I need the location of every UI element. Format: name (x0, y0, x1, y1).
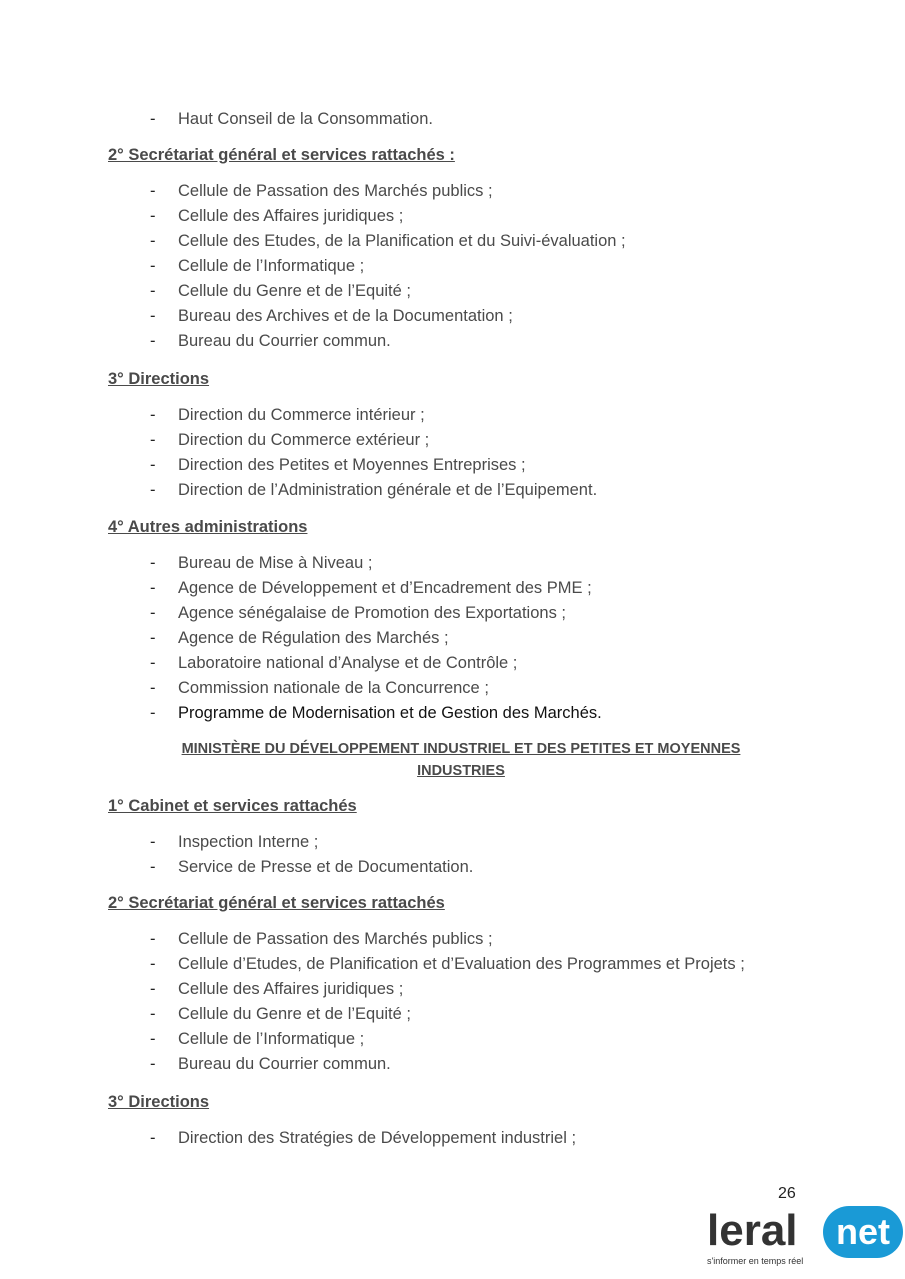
bullet-dash: - (150, 1005, 156, 1023)
list-item: - Agence de Régulation des Marchés ; (148, 626, 602, 651)
section-heading-secretariat-2: 2° Secrétariat général et services rattachés (108, 894, 445, 912)
bullet-dash: - (150, 207, 156, 225)
bullet-dash: - (150, 406, 156, 424)
list-item: - Direction des Petites et Moyennes Entreprises ; (148, 453, 597, 478)
ministry-title-line2: INDUSTRIES (417, 763, 505, 779)
bullet-dash: - (150, 1129, 156, 1147)
list-item: - Programme de Modernisation et de Gestion des Marchés. (148, 701, 602, 726)
bullet-dash: - (150, 110, 156, 128)
list-section5 (148, 927, 745, 1077)
list-item: - Direction du Commerce extérieur ; (148, 428, 597, 453)
page-number: 26 (778, 1185, 796, 1202)
section-heading-autres-administrations: 4° Autres administrations (108, 518, 308, 536)
list-item: - Cellule du Genre et de l’Equité ; (148, 1002, 745, 1027)
list-item: - Haut Conseil de la Consommation. (148, 107, 433, 132)
list-item: - Commission nationale de la Concurrence ; (148, 676, 602, 701)
list-item: - Cellule des Affaires juridiques ; (148, 204, 626, 229)
bullet-dash: - (150, 332, 156, 350)
bullet-dash: - (150, 307, 156, 325)
list-item: - Bureau du Courrier commun. (148, 329, 626, 354)
bullet-dash: - (150, 431, 156, 449)
list-item: - Cellule de l’Informatique ; (148, 1027, 745, 1052)
list-item: - Bureau des Archives et de la Documentation ; (148, 304, 626, 329)
list-item: - Cellule d’Etudes, de Planification et d’Evaluation des Programmes et Projets ; (148, 952, 745, 977)
list-item: - Cellule de l’Informatique ; (148, 254, 626, 279)
bullet-dash: - (150, 858, 156, 876)
list-item: - Agence de Développement et d’Encadrement des PME ; (148, 576, 602, 601)
bullet-dash: - (150, 182, 156, 200)
list-item: - Cellule de Passation des Marchés publics ; (148, 179, 626, 204)
bullet-dash: - (150, 930, 156, 948)
ministry-title-line1: MINISTÈRE DU DÉVELOPPEMENT INDUSTRIEL ET DES PETITES ET MOYENNES (181, 741, 741, 757)
logo-tagline: s'informer en temps réel (707, 1256, 804, 1266)
bullet-dash: - (150, 955, 156, 973)
logo-text-net: net (836, 1211, 890, 1252)
list-section6 (148, 1126, 576, 1151)
bullet-dash: - (150, 629, 156, 647)
bullet-dash: - (150, 554, 156, 572)
section-heading-cabinet: 1° Cabinet et services rattachés (108, 797, 357, 815)
bullet-dash: - (150, 1055, 156, 1073)
list-item: - Agence sénégalaise de Promotion des Exportations ; (148, 601, 602, 626)
section-heading-secretariat: 2° Secrétariat général et services rattachés : (108, 146, 455, 164)
list-item: - Direction de l’Administration générale et de l’Equipement. (148, 478, 597, 503)
bullet-dash: - (150, 232, 156, 250)
bullet-dash: - (150, 579, 156, 597)
list-section2 (148, 403, 597, 503)
bullet-dash: - (150, 257, 156, 275)
section-heading-directions-2: 3° Directions (108, 1093, 210, 1111)
list-item: - Inspection Interne ; (148, 830, 473, 855)
list-section0 (148, 107, 433, 132)
bullet-dash: - (150, 704, 156, 722)
bullet-dash: - (150, 282, 156, 300)
logo-text-leral: leral (707, 1206, 798, 1255)
list-item: - Cellule des Etudes, de la Planification et du Suivi-évaluation ; (148, 229, 626, 254)
bullet-dash: - (150, 604, 156, 622)
section-heading-directions: 3° Directions (108, 370, 210, 388)
list-section3 (148, 551, 602, 726)
list-section4 (148, 830, 473, 880)
list-item: - Laboratoire national d’Analyse et de Contrôle ; (148, 651, 602, 676)
list-item: - Bureau du Courrier commun. (148, 1052, 745, 1077)
bullet-dash: - (150, 679, 156, 697)
list-item: - Cellule du Genre et de l’Equité ; (148, 279, 626, 304)
list-item: - Direction des Stratégies de Développement industriel ; (148, 1126, 576, 1151)
ministry-title (108, 738, 814, 782)
bullet-dash: - (150, 1030, 156, 1048)
bullet-dash: - (150, 456, 156, 474)
bullet-dash: - (150, 481, 156, 499)
list-item: - Cellule de Passation des Marchés publics ; (148, 927, 745, 952)
list-section1 (148, 179, 626, 354)
bullet-dash: - (150, 980, 156, 998)
list-item: - Cellule des Affaires juridiques ; (148, 977, 745, 1002)
list-item: - Bureau de Mise à Niveau ; (148, 551, 602, 576)
list-item: - Direction du Commerce intérieur ; (148, 403, 597, 428)
bullet-dash: - (150, 833, 156, 851)
leralnet-logo (705, 1200, 905, 1270)
bullet-dash: - (150, 654, 156, 672)
list-item: - Service de Presse et de Documentation. (148, 855, 473, 880)
